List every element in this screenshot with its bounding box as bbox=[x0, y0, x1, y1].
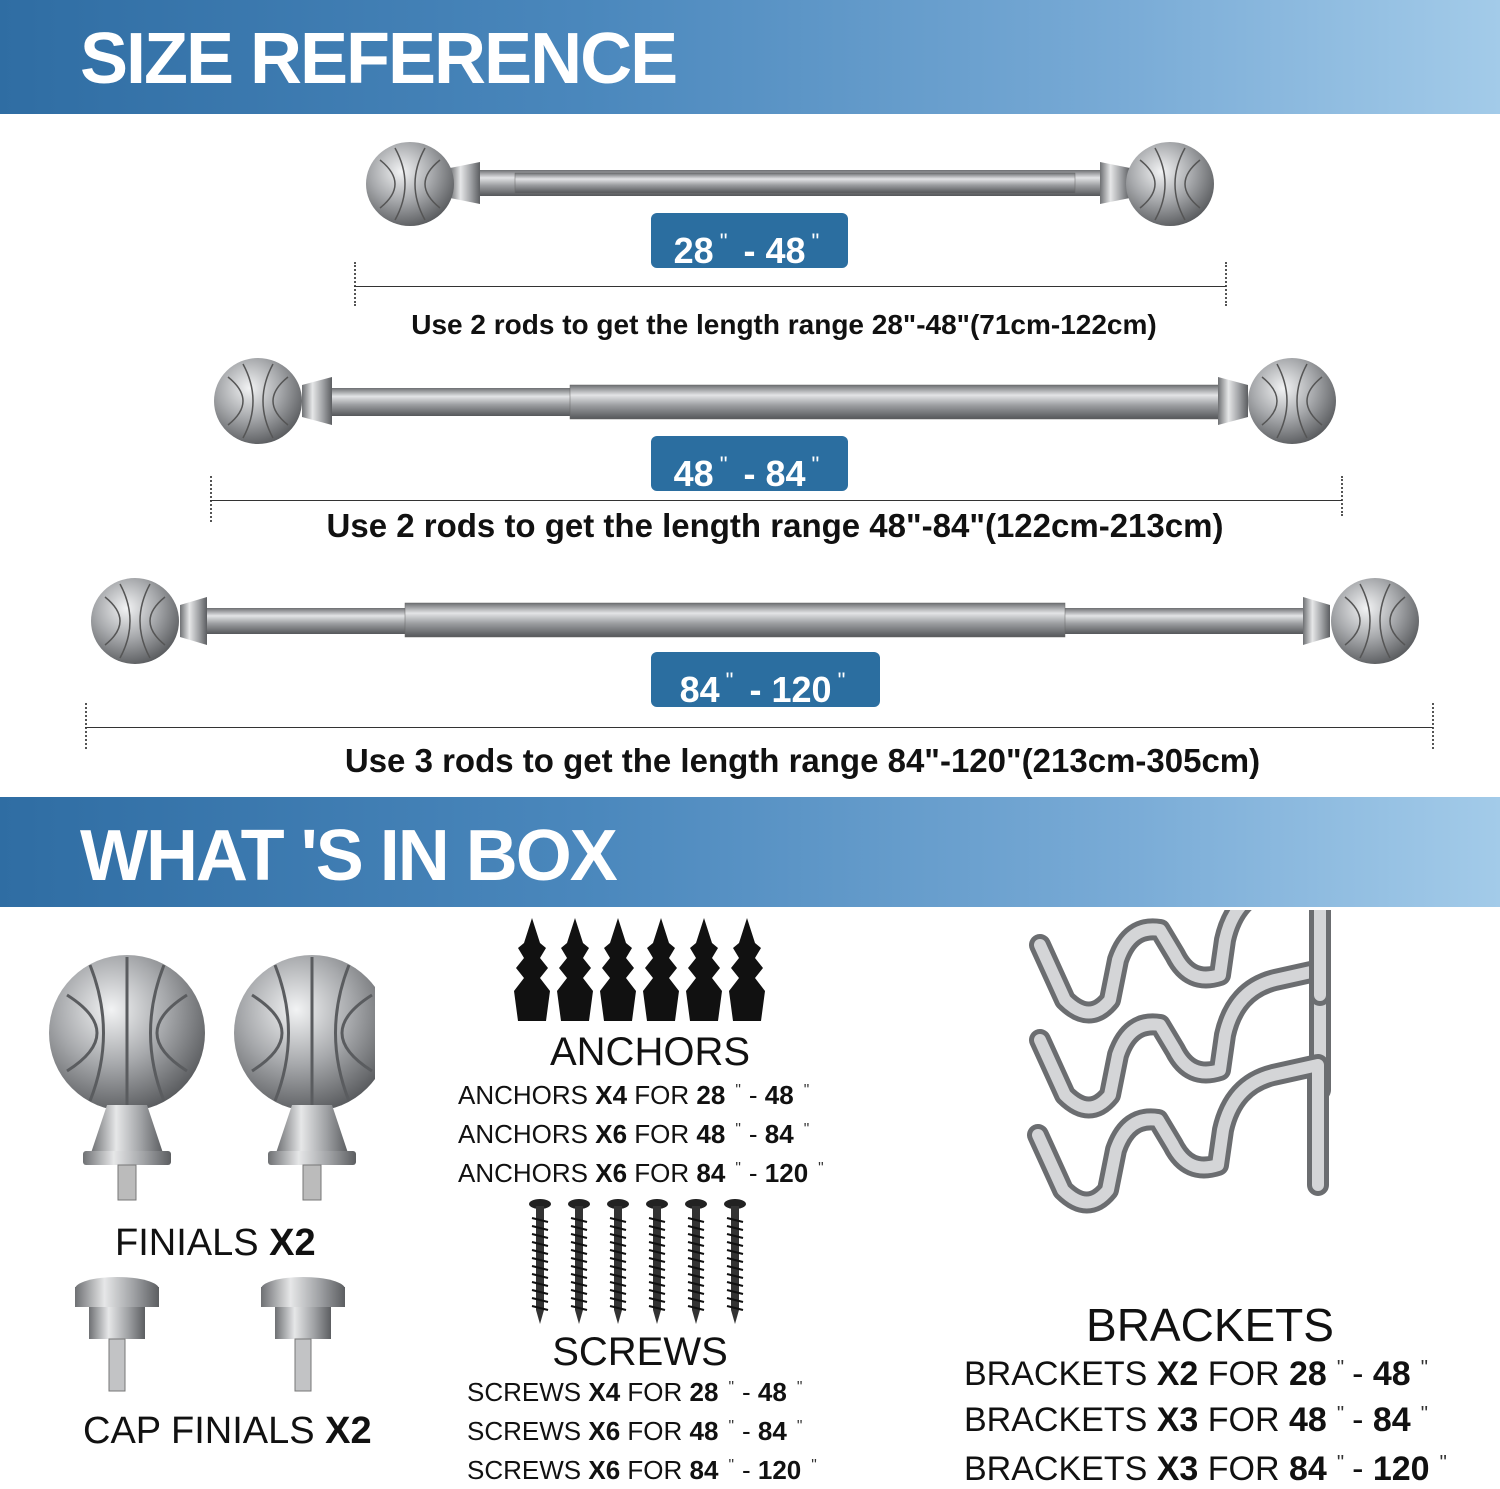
size-end: 48 bbox=[764, 1080, 794, 1110]
size-reference-banner bbox=[0, 0, 1500, 114]
cap-finials-image bbox=[75, 1275, 370, 1395]
item-name: BRACKETS bbox=[964, 1401, 1148, 1439]
finials-label bbox=[115, 1222, 316, 1265]
screw-icon bbox=[529, 1199, 551, 1324]
size-end: 48 bbox=[757, 1377, 787, 1407]
dimension-tick-right bbox=[1341, 476, 1343, 516]
dimension-tick-right bbox=[1225, 262, 1227, 306]
size-end: 48 bbox=[765, 230, 806, 271]
item-qty: X3 bbox=[1156, 1450, 1199, 1488]
dimension-line-2 bbox=[210, 500, 1342, 501]
anchor-icon bbox=[729, 918, 765, 1021]
item-name: CAP FINIALS bbox=[83, 1410, 315, 1452]
size-end: 120 bbox=[771, 669, 832, 710]
item-qty: X6 bbox=[588, 1455, 621, 1485]
for-word: FOR bbox=[627, 1455, 683, 1485]
screw-icon bbox=[685, 1199, 707, 1324]
size-end: 84 bbox=[1372, 1401, 1411, 1439]
whats-in-box-title: WHAT 'S IN BOX bbox=[80, 816, 616, 896]
size-start: 28 bbox=[689, 1377, 719, 1407]
dimension-line-3 bbox=[85, 727, 1433, 728]
item-name: ANCHORS bbox=[458, 1158, 589, 1188]
size-badge-28-48: 28 " - 48 " bbox=[651, 213, 848, 268]
size-end: 84 bbox=[764, 1119, 794, 1149]
size-start: 84 bbox=[679, 669, 720, 710]
item-name: SCREWS bbox=[467, 1455, 582, 1485]
item-name: SCREWS bbox=[467, 1416, 582, 1446]
anchors-spec-line: ANCHORS X6 FOR 84 " - 120 " bbox=[458, 1158, 824, 1188]
dimension-line-1 bbox=[354, 286, 1226, 287]
rod-caption-1: Use 2 rods to get the length range 28"-48"(71cm-122cm) bbox=[411, 309, 1157, 340]
size-end: 48 bbox=[1372, 1355, 1411, 1393]
brackets-image bbox=[1020, 910, 1340, 1300]
screw-icon bbox=[724, 1199, 746, 1324]
item-qty: X4 bbox=[595, 1080, 628, 1110]
size-badge-84-120: 84 " - 120 " bbox=[651, 652, 880, 707]
dimension-tick-left bbox=[354, 262, 356, 306]
anchors-image bbox=[512, 913, 772, 1025]
item-qty: X4 bbox=[588, 1377, 621, 1407]
item-name: ANCHORS bbox=[458, 1080, 589, 1110]
size-end: 84 bbox=[757, 1416, 787, 1446]
rod-caption-2: Use 2 rods to get the length range 48"-84"(122cm-213cm) bbox=[326, 507, 1224, 544]
item-name: BRACKETS bbox=[964, 1450, 1148, 1488]
item-qty: X6 bbox=[588, 1416, 621, 1446]
screws-spec-line: SCREWS X6 FOR 84 " - 120 " bbox=[467, 1455, 817, 1485]
size-start: 84 bbox=[1289, 1450, 1327, 1488]
anchor-icon bbox=[686, 918, 722, 1021]
screws-heading: SCREWS bbox=[552, 1330, 728, 1374]
item-name: FINIALS bbox=[115, 1222, 259, 1264]
screw-icon bbox=[646, 1199, 668, 1324]
anchors-spec-line: ANCHORS X4 FOR 28 " - 48 " bbox=[458, 1080, 810, 1110]
finials-image bbox=[45, 955, 375, 1205]
item-name: SCREWS bbox=[467, 1377, 582, 1407]
screws-image bbox=[520, 1198, 760, 1328]
size-badge-48-84: 48 " - 84 " bbox=[651, 436, 848, 491]
brackets-spec-line: BRACKETS X3 FOR 48 " - 84 " bbox=[964, 1401, 1428, 1439]
anchors-spec-line: ANCHORS X6 FOR 48 " - 84 " bbox=[458, 1119, 810, 1149]
item-qty: X6 bbox=[595, 1158, 628, 1188]
size-end: 84 bbox=[765, 453, 806, 494]
screws-spec-line: SCREWS X4 FOR 28 " - 48 " bbox=[467, 1377, 803, 1407]
size-start: 84 bbox=[696, 1158, 726, 1188]
for-word: FOR bbox=[627, 1416, 683, 1446]
anchor-icon bbox=[557, 918, 593, 1021]
anchor-icon bbox=[514, 918, 550, 1021]
for-word: FOR bbox=[627, 1377, 683, 1407]
for-word: FOR bbox=[634, 1119, 690, 1149]
size-reference-title: SIZE REFERENCE bbox=[80, 19, 677, 99]
item-qty: X2 bbox=[1156, 1355, 1199, 1393]
size-start: 48 bbox=[689, 1416, 719, 1446]
item-qty: X2 bbox=[269, 1222, 316, 1264]
size-end: 120 bbox=[757, 1455, 802, 1485]
item-qty: X6 bbox=[595, 1119, 628, 1149]
for-word: FOR bbox=[1207, 1450, 1280, 1488]
item-qty: X2 bbox=[325, 1410, 372, 1452]
size-end: 120 bbox=[1372, 1450, 1430, 1488]
item-qty: X3 bbox=[1156, 1401, 1199, 1439]
brackets-spec-line: BRACKETS X2 FOR 28 " - 48 " bbox=[964, 1355, 1428, 1393]
size-start: 28 bbox=[1289, 1355, 1327, 1393]
anchor-icon bbox=[600, 918, 636, 1021]
cap-finials-label bbox=[83, 1410, 372, 1453]
screws-spec-line: SCREWS X6 FOR 48 " - 84 " bbox=[467, 1416, 803, 1446]
rod-caption-3: Use 3 rods to get the length range 84"-120"(213cm-305cm) bbox=[344, 742, 1261, 779]
anchors-heading: ANCHORS bbox=[549, 1030, 751, 1074]
item-name: ANCHORS bbox=[458, 1119, 589, 1149]
size-end: 120 bbox=[764, 1158, 809, 1188]
anchor-icon bbox=[643, 918, 679, 1021]
brackets-spec-line: BRACKETS X3 FOR 84 " - 120 " bbox=[964, 1450, 1447, 1488]
whats-in-box-banner bbox=[0, 797, 1500, 907]
brackets-heading: BRACKETS bbox=[1086, 1299, 1334, 1351]
for-word: FOR bbox=[634, 1080, 690, 1110]
size-start: 84 bbox=[689, 1455, 719, 1485]
size-start: 48 bbox=[696, 1119, 726, 1149]
screw-icon bbox=[607, 1199, 629, 1324]
size-start: 48 bbox=[673, 453, 714, 494]
for-word: FOR bbox=[1207, 1401, 1280, 1439]
for-word: FOR bbox=[634, 1158, 690, 1188]
size-start: 48 bbox=[1289, 1401, 1327, 1439]
screw-icon bbox=[568, 1199, 590, 1324]
item-name: BRACKETS bbox=[964, 1355, 1148, 1393]
for-word: FOR bbox=[1207, 1355, 1280, 1393]
size-start: 28 bbox=[673, 230, 714, 271]
size-start: 28 bbox=[696, 1080, 726, 1110]
